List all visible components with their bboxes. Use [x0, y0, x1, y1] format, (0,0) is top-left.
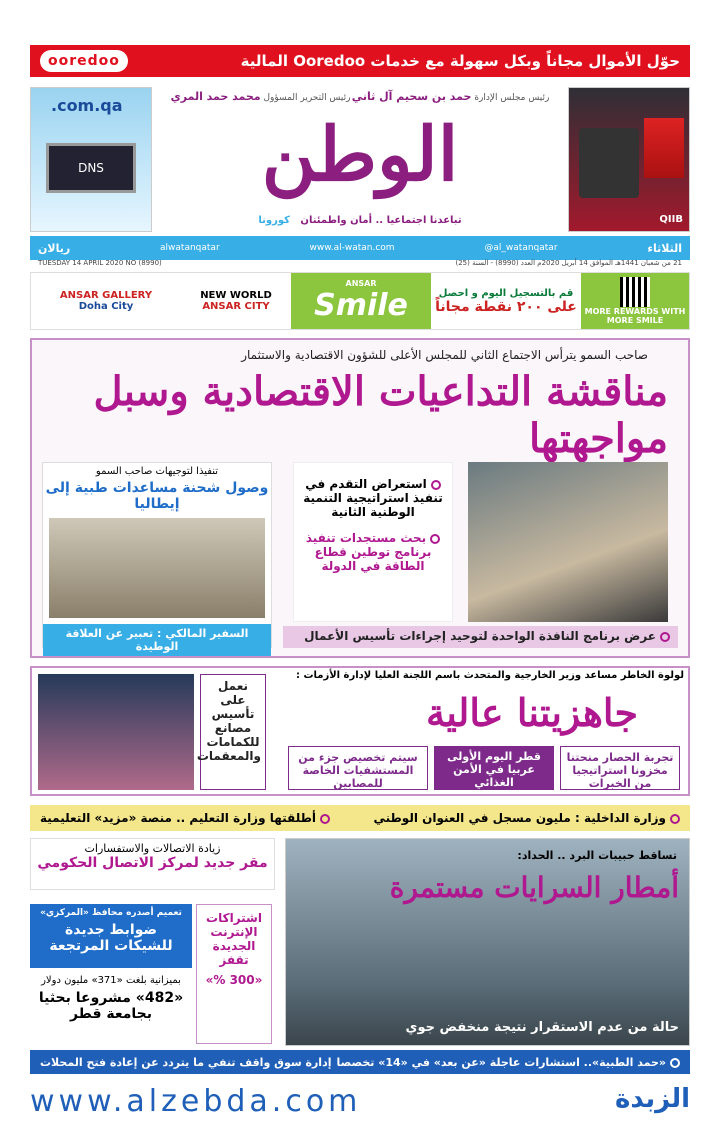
minister-photo [38, 674, 194, 790]
crisis-kicker: لولوة الخاطر مساعد وزير الخارجية والمتحدث باسم اللجنة العليا لإدارة الأزمات : [295, 670, 684, 681]
cards-icon [644, 118, 684, 178]
qiib-ad[interactable] [568, 87, 690, 232]
main-bottom-text: عرض برنامج النافذة الواحدة لتوحيد إجراءات تأسيس الأعمال [304, 629, 656, 643]
register-ad[interactable] [431, 273, 581, 329]
ooredoo-logo: ooredoo [40, 50, 128, 72]
points-box [293, 462, 453, 622]
card-terminal-icon [579, 128, 639, 198]
bullet-icon [660, 632, 670, 642]
main-kicker: صاحب السمو يترأس الاجتماع الثاني للمجلس الأعلى للشؤون الاقتصادية والاستثمار [241, 348, 648, 362]
aid-story[interactable] [42, 462, 272, 653]
point-2[interactable] [300, 531, 446, 573]
corona-label: كورونا [258, 215, 290, 226]
weather-kicker: تساقط حبيبات البرد .. الحداد: [517, 849, 677, 862]
strip-right-text: وزارة الداخلية : مليون مسجل في العنوان الوطني [373, 811, 666, 825]
bottom-right-text: «حمد الطبية».. استشارات عاجلة «عن بعد» في «14» تخصصا [336, 1055, 666, 1069]
cheques-head: ضوابط جديدة للشيكات المرتجعة [49, 922, 173, 954]
callcenter-story[interactable] [30, 838, 275, 890]
bottom-left[interactable] [40, 1056, 332, 1069]
factories-box[interactable]: نعمل على تأسيس مصانع للكمامات والمعقمات [200, 674, 266, 790]
emir-photo [468, 462, 668, 622]
date-ar: 21 من شعبان 1441هـ الموافق 14 أبريل 2020م العدد (8990) - السنة (25) [455, 259, 682, 267]
smile-ad[interactable] [291, 273, 431, 329]
point-2-text: بحث مستجدات تنفيذ برنامج توطين قطاع الطاقة في الدولة [305, 531, 432, 573]
crisis-point-2[interactable]: قطر اليوم الأولى عربيا في الأمن الغذائي [434, 746, 554, 790]
news-strip [30, 805, 690, 831]
weather-story[interactable] [285, 838, 690, 1046]
strip-left[interactable] [40, 811, 330, 825]
cheques-story[interactable] [30, 904, 192, 968]
weather-sub: حالة من عدم الاستقرار نتيجة منخفض جوي [405, 1020, 679, 1035]
research-story[interactable] [30, 972, 192, 1044]
ansar-city-label: ANSAR CITY [202, 301, 270, 312]
crisis-headline[interactable]: جاهزيتنا عالية [425, 690, 638, 735]
points-text: على ٢٠٠ نقطة مجاناً [435, 298, 577, 315]
aid-headline: وصول شحنة مساعدات طبية إلى إيطاليا [45, 480, 269, 512]
bullet-icon [670, 814, 680, 824]
rewards-ad[interactable] [581, 273, 689, 329]
smile-label: Smile [314, 288, 408, 323]
aid-kicker: تنفيذا لتوجيهات صاحب السمو [95, 466, 219, 477]
aid-photo [49, 518, 265, 618]
info-bar [30, 236, 690, 260]
bottom-right[interactable] [337, 1056, 680, 1069]
strip-left-text: أطلقتها وزارة التعليم .. منصة «مزيد» التعليمية [40, 811, 317, 825]
callcenter-kicker: زيادة الاتصالات والاستفسارات [84, 842, 221, 855]
bullet-icon [430, 534, 440, 544]
doha-city-label: Doha City [78, 301, 134, 312]
slogan-text: تباعدنا اجتماعيا .. أمان واطمئنان [300, 215, 462, 226]
research-head: «482» مشروعا بحثيا بجامعة قطر [38, 990, 184, 1022]
crisis-story [30, 666, 690, 796]
facebook-handle[interactable]: alwatanqatar [160, 243, 220, 253]
ansar-gallery-label: ANSAR GALLERY [59, 290, 153, 301]
bullet-icon [670, 1058, 680, 1068]
domain-ad[interactable] [30, 87, 152, 232]
smile-top: ANSAR [345, 279, 377, 288]
bottom-left-text: إدارة سوق واقف تنفي ما يتردد عن إعادة فتح المحلات [40, 1055, 332, 1069]
top-ad-banner[interactable] [30, 45, 690, 77]
internet-text: اشتراكات الإنترنت الجديدة تقفز [206, 911, 262, 967]
main-story [30, 338, 690, 658]
research-kicker: بميزانية بلغت «371» مليون دولار [41, 975, 181, 986]
masthead-slogan [170, 215, 550, 226]
cheques-kicker: تعميم أصدره محافظ «المركزي» [40, 908, 182, 918]
website-label[interactable]: www.al-watan.com [309, 243, 395, 253]
main-headline[interactable]: مناقشة التداعيات الاقتصادية وسبل مواجهتها [93, 368, 668, 462]
new-world-label: NEW WORLD [200, 290, 272, 301]
internet-story[interactable] [196, 904, 272, 1044]
ansar-gallery-ad[interactable] [31, 273, 181, 329]
bullet-icon [431, 480, 441, 490]
aid-caption: السفير المالكي : تعبير عن العلاقة الوطيدة [43, 624, 271, 656]
domain-label: .com.qa [51, 96, 123, 115]
rewards-text: MORE REWARDS WITH MORE SMILE [584, 307, 686, 325]
price-label: ريالان [38, 241, 71, 255]
chairman-label: رئيس مجلس الإدارة [474, 93, 550, 103]
dns-label: DNS [78, 161, 104, 175]
point-1[interactable] [300, 477, 446, 519]
register-text: قم بالتسجيل اليوم و احصل [438, 287, 574, 299]
weather-headline: أمطار السرايات مستمرة [389, 871, 679, 904]
internet-pct: «300 %» [205, 973, 263, 987]
chairman-signature: حمد بن سحيم آل ثاني [351, 90, 472, 103]
twitter-handle[interactable]: @al_watanqatar [484, 243, 558, 253]
bottom-news-bar [30, 1050, 690, 1074]
qiib-label: QIIB [659, 214, 683, 225]
crisis-point-1[interactable]: تجربة الحصار منحتنا مخزونا استراتيجيا من الخبرات [560, 746, 680, 790]
bullet-icon [320, 814, 330, 824]
new-world-ad[interactable] [181, 273, 291, 329]
date-en: TUESDAY 14 APRIL 2020 NO (8990) [38, 259, 162, 267]
zebda-logo: الزبدة [615, 1084, 690, 1114]
crisis-point-3[interactable]: سيتم تخصيص جزء من المستشفيات الخاصة للمصابين [288, 746, 428, 790]
callcenter-head: مقر جديد لمركز الاتصال الحكومي [37, 855, 268, 871]
paper-title: الوطن [261, 112, 459, 198]
footer-url[interactable]: www.alzebda.com [30, 1084, 362, 1119]
staff-line [170, 90, 550, 103]
strip-right[interactable] [373, 811, 680, 825]
laptop-icon [46, 143, 136, 193]
day-label: الثلاثاء [647, 241, 682, 255]
ads-row [30, 272, 690, 330]
main-bottom-bar[interactable] [283, 626, 678, 648]
masthead [30, 82, 690, 232]
editor-signature: محمد حمد المري [170, 90, 261, 103]
date-line [30, 259, 690, 269]
top-ad-text: حوّل الأموال مجاناً وبكل سهولة مع خدمات Ooredoo المالية [240, 52, 680, 70]
point-1-text: استعراض التقدم في تنفيذ استراتيجية التنمية الوطنية الثانية [303, 477, 443, 519]
qr-code-icon [620, 277, 650, 307]
editor-label: رئيس التحرير المسؤول [263, 93, 351, 103]
